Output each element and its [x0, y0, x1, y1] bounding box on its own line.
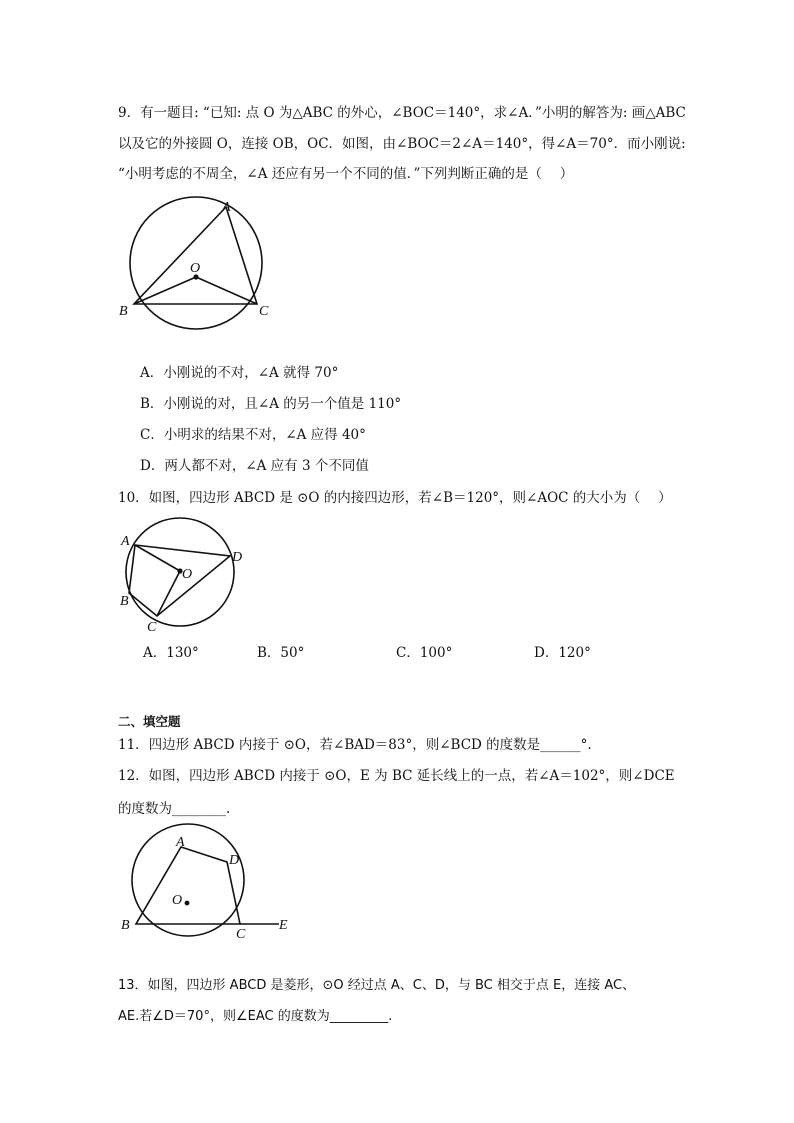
- q12-label-a: A: [176, 835, 185, 850]
- q10-option-b: B．50°: [257, 645, 305, 661]
- q13-text-line2: AE.若∠D＝70°，则∠EAC 的度数为_________.: [118, 1009, 393, 1024]
- q9-text-line2: 以及它的外接圆 O，连接 OB，OC．如图，由∠BOC＝2∠A＝140°，得∠A＝70°．而小刚说:: [118, 136, 686, 152]
- q10-label-d: D: [232, 550, 243, 565]
- q9-label-o: O: [190, 261, 201, 276]
- q10-option-d: D．120°: [534, 645, 591, 661]
- q12-circle: [132, 824, 244, 936]
- q10-label-a: A: [121, 534, 130, 549]
- section-title-fill-in: 二、填空题: [118, 714, 181, 729]
- q9-label-b: B: [119, 304, 128, 319]
- q12-label-d: D: [229, 853, 240, 868]
- q10-label-b: B: [120, 594, 129, 609]
- q9-label-a: A: [222, 200, 231, 215]
- q12-label-o: O: [172, 893, 183, 908]
- q9-option-c: C．小明求的结果不对，∠A 应得 40°: [140, 427, 366, 443]
- q9-text-line1: 9．有一题目: “已知: 点 O 为△ABC 的外心，∠BOC＝140°，求∠A．”小明的解答为: 画△ABC: [118, 105, 686, 121]
- q10-option-c: C．100°: [396, 645, 453, 661]
- q11-text-line1: 11．四边形 ABCD 内接于 ⊙O，若∠BAD＝83°，则∠BCD 的度数是______°.: [118, 737, 592, 753]
- q9-option-b: B．小刚说的对，且∠A 的另一个值是 110°: [140, 396, 402, 412]
- q13-text-line1: 13．如图，四边形 ABCD 是菱形，⊙O 经过点 A、C、D，与 BC 相交于点 E，连接 AC、: [118, 978, 636, 993]
- q12-quadrilateral: [136, 847, 240, 924]
- q9-text-line3: “小明考虑的不周全，∠A 还应有另一个不同的值．”下列判断正确的是（ ）: [118, 166, 574, 182]
- q12-text-line1: 12．如图，四边形 ABCD 内接于 ⊙O，E 为 BC 延长线上的一点，若∠A＝102°，则∠DCE: [118, 768, 675, 784]
- q9-option-a: A．小刚说的不对，∠A 就得 70°: [140, 365, 339, 381]
- q9-option-d: D．两人都不对，∠A 应有 3 个不同值: [140, 458, 369, 474]
- q12-text-line2: 的度数为________.: [118, 801, 231, 817]
- q12-label-c: C: [236, 927, 246, 942]
- q12-label-e: E: [279, 918, 288, 933]
- q10-text-line1: 10．如图，四边形 ABCD 是 ⊙O 的内接四边形，若∠B＝120°，则∠AOC 的大小为（ ）: [118, 490, 672, 506]
- q12-label-b: B: [121, 918, 130, 933]
- q12-center-dot: [185, 901, 190, 906]
- q9-label-c: C: [259, 304, 269, 319]
- q10-label-o: O: [182, 567, 193, 582]
- q10-label-c: C: [147, 620, 157, 635]
- q10-option-a: A．130°: [143, 645, 199, 661]
